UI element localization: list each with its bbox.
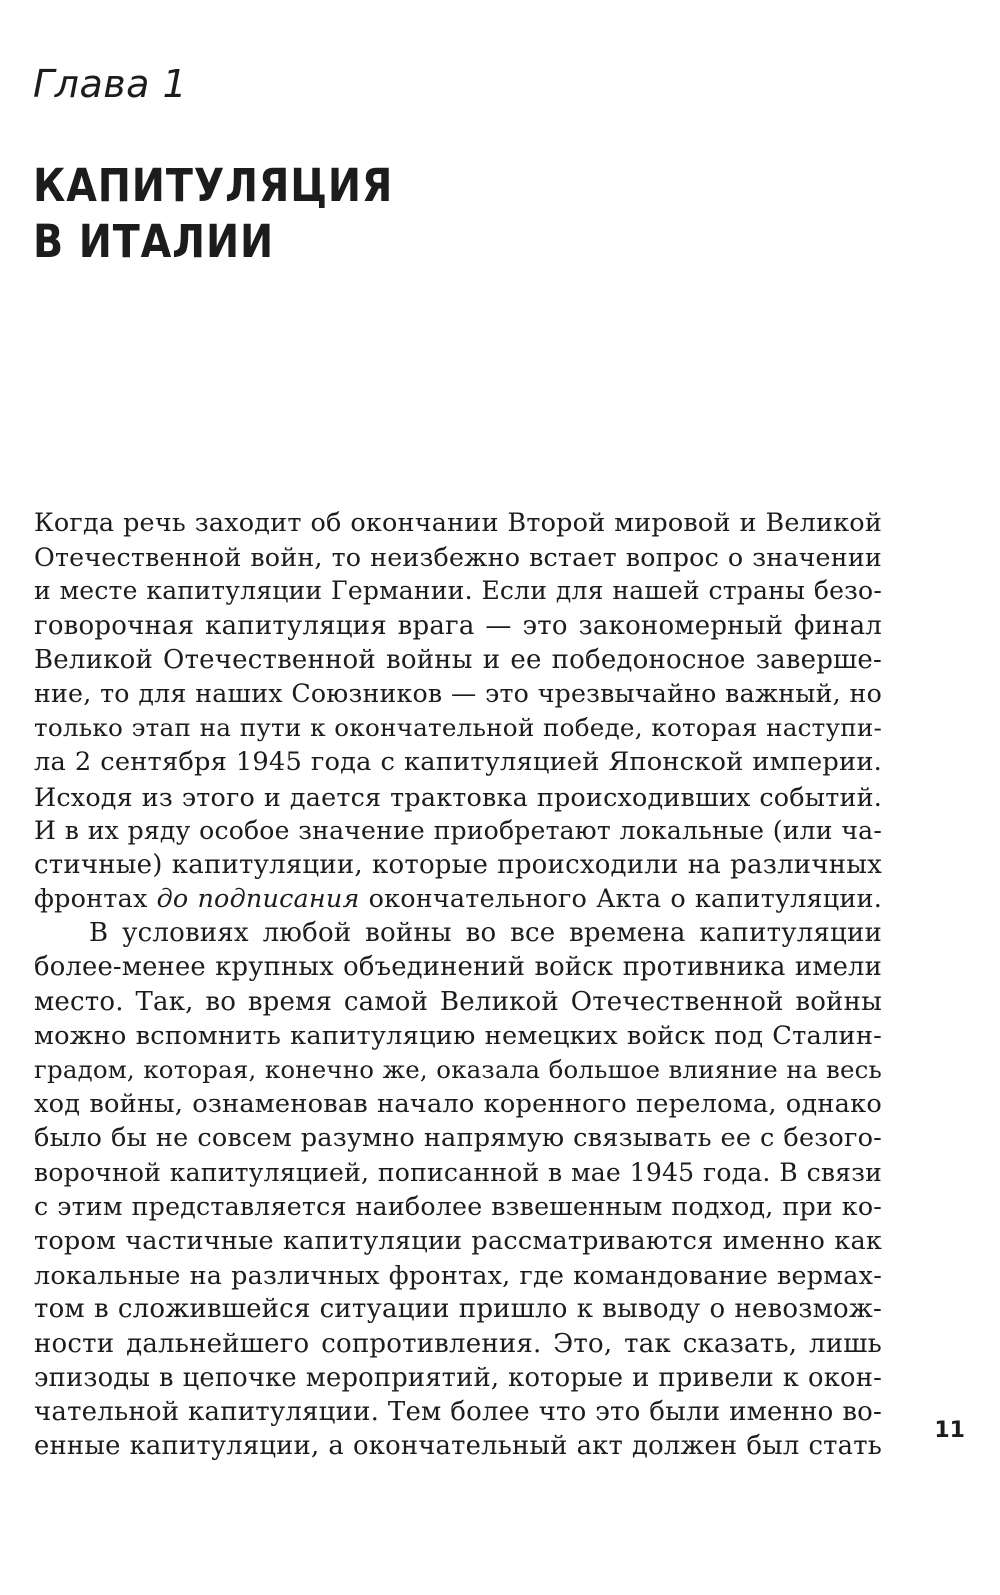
- paragraph-start-line: В условиях любой войны во все времена капитуляции: [89, 918, 882, 949]
- text-fragment: окончательного Акта о капитуляции.: [359, 884, 882, 915]
- text-line: енные капитуляции, а окончательный акт должен был стать: [34, 1431, 882, 1462]
- page-number: 11: [934, 1418, 965, 1443]
- chapter-title: [33, 158, 393, 270]
- text-line: Отечественной войн, то неизбежно встает вопрос о значении: [34, 542, 882, 573]
- text-line: эпизоды в цепочке мероприятий, которые и привели к окон-: [34, 1362, 882, 1393]
- text-line: стичные) капитуляции, которые происходили на различных: [34, 849, 882, 880]
- text-line: Когда речь заходит об окончании Второй мировой и Великой: [34, 508, 882, 538]
- text-line: тором частичные капитуляции рассматриваются именно как: [34, 1225, 882, 1256]
- chapter-title-line-1: КАПИТУЛЯЦИЯ: [33, 159, 394, 212]
- text-line: только этап на пути к окончательной победе, которая наступи-: [34, 713, 882, 743]
- text-line: и месте капитуляции Германии. Если для нашей страны безо-: [34, 576, 882, 606]
- text-line: градом, которая, конечно же, оказала большое влияние на весь: [34, 1055, 882, 1084]
- text-line: более-менее крупных объединений войск противника имели: [34, 952, 882, 983]
- text-line: локальные на различных фронтах, где командование вермах-: [34, 1260, 882, 1291]
- text-line: было бы не совсем разумно напрямую связывать ее с безого-: [34, 1123, 882, 1154]
- text-line: место. Так, во время самой Великой Отечественной войны: [34, 986, 882, 1017]
- text-line: ла 2 сентября 1945 года с капитуляцией Японской империи.: [34, 747, 882, 778]
- text-line: ности дальнейшего сопротивления. Это, так сказать, лишь: [34, 1328, 882, 1359]
- body-text: [34, 506, 882, 1463]
- text-line: говорочная капитуляция врага — это закономерный финал: [34, 610, 882, 641]
- text-line: И в их ряду особое значение приобретают локальные (или ча-: [34, 815, 882, 845]
- text-line: том в сложившейся ситуации пришло к выводу о невозмож-: [34, 1294, 882, 1325]
- italic-phrase: до подписания: [156, 884, 360, 915]
- text-line: ворочной капитуляцией, пописанной в мае 1945 года. В связи: [34, 1157, 882, 1187]
- text-line: Исходя из этого и дается трактовка происходивших событий.: [34, 781, 882, 812]
- text-line: ние, то для наших Союзников — это чрезвычайно важный, но: [34, 678, 882, 708]
- chapter-label: Глава 1: [33, 62, 188, 106]
- text-line: с этим представляется наиболее взвешенным подход, при ко-: [34, 1191, 882, 1221]
- text-line-with-italic: [34, 882, 882, 916]
- text-line: чательной капитуляции. Тем более что это были именно во-: [34, 1396, 882, 1427]
- text-line: ход войны, ознаменовав начало коренного перелома, однако: [34, 1089, 882, 1120]
- text-line: можно вспомнить капитуляцию немецких войск под Сталин-: [34, 1020, 882, 1051]
- chapter-title-line-2: В ИТАЛИИ: [33, 215, 274, 268]
- text-line: Великой Отечественной войны и ее победоносное заверше-: [34, 644, 882, 675]
- text-fragment: фронтах: [34, 884, 157, 915]
